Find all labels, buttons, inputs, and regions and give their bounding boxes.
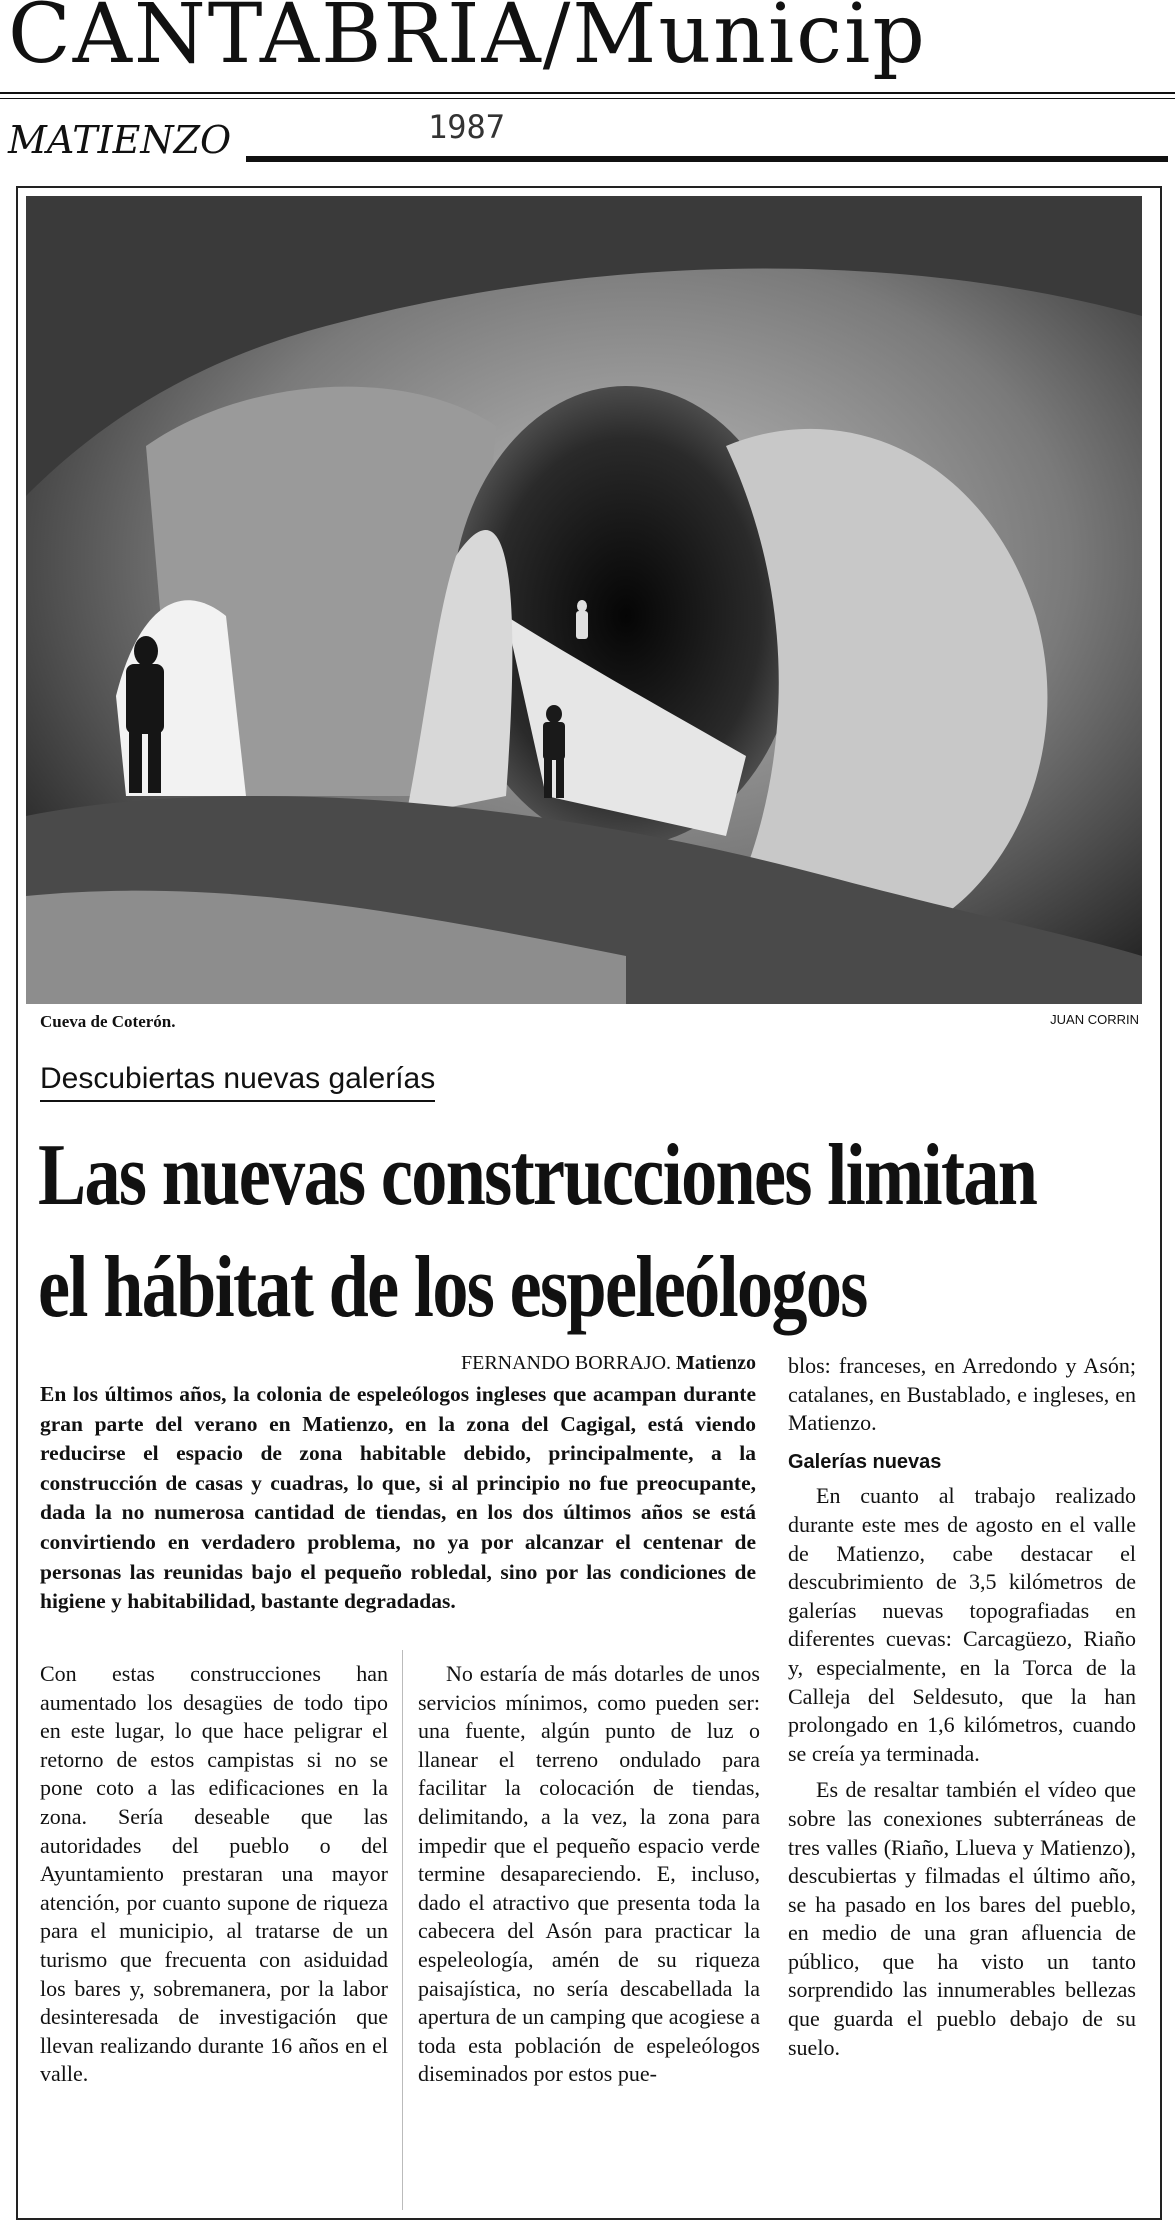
article-kicker: Descubiertas nuevas galerías	[40, 1062, 435, 1102]
byline-place: Matienzo	[676, 1352, 756, 1374]
person-distant	[576, 600, 588, 639]
masthead-title: CANTABRIA/Municip	[8, 0, 927, 82]
column-3-paragraph-2: Es de resaltar también el vídeo que sobre las conexiones subterráneas de tres valles (Riaño, Llueva y Matienzo), descubiertas y filmadas el último año, se ha pasado en los bares del pueblo, en medio de una gran afluencia de público, que ha visto un tanto sorprendido las innumerables bellezas que guarda el pueblo debajo de su suelo.	[788, 1777, 1136, 2060]
article-column-3	[788, 1352, 1136, 2062]
headline	[38, 1120, 1153, 1344]
byline	[40, 1352, 756, 1375]
byline-name: FERNANDO BORRAJO.	[460, 1352, 672, 1374]
article-column-2	[418, 1660, 760, 2089]
article-lede: En los últimos años, la colonia de espeleólogos ingleses que acampan durante gran parte del verano en Matienzo, en la zona del Cagigal, está viendo reducirse el espacio de zona habitable debido, principalmente, a la construcción de casas y cuadras, lo que, si al principio no fue preocupante, dada la no numerosa cantidad de tiendas, en los dos últimos años se está convirtiendo en verdadero problema, no ya por alcanzar el centenar de personas las reunidas bajo el pequeño robledal, sino por las condiciones de higiene y habitabilidad, bastante degradadas.	[40, 1382, 756, 1614]
column-3-intro: blos: franceses, en Arredondo y Asón; catalanes, en Bustablado, e ingleses, en Matienzo.	[788, 1353, 1136, 1436]
column-1-paragraph: Con estas construcciones han aumentado los desagües de todo tipo en este lugar, lo que hace peligrar el retorno de estos campistas si no se pone coto a las edificaciones en la zona. Sería deseable que las autoridades del pueblo o del Ayuntamiento prestaran una mayor atención, por cuanto supone de riqueza para el municipio, al tratarse de un turismo que frecuenta con asiduidad los bares y, sobremanera, por la labor desinteresada de investigación que llevan realizando durante 16 años en el valle.	[40, 1661, 388, 2087]
headline-line-2: el hábitat de los espeleólogos	[38, 1239, 867, 1336]
section-header	[8, 108, 1168, 162]
column-3-paragraph-1: En cuanto al trabajo realizado durante este mes de agosto en el valle de Matienzo, cabe destacar el descubrimiento de 3,5 kilómetros de galerías nuevas topografiadas en diferentes cuevas: Carcagüezo, Riaño y, especialmente, en la Torca de la Calleja del Seldesuto, que la han prolongado en 1,6 kilómetros, cuando se creía ya terminada.	[788, 1483, 1136, 1766]
column-divider	[402, 1650, 403, 2210]
column-2-paragraph: No estaría de más dotarles de unos servicios mínimos, como pueden ser: una fuente, algún punto de luz o llanear el terreno ondulado para facilitar la colocación de tiendas, delimitando, a la vez, la zona para impedir que el pequeño espacio verde termine desapareciendo. E, incluso, dado el atractivo que presenta toda la cabecera del Asón para practicar la espeleología, amén de su riqueza paisajística, no sería descabellada la apertura de un camping que acogiese a toda esta población de espeleólogos diseminados por estos pue-	[418, 1661, 760, 2087]
column-3-subhead: Galerías nuevas	[788, 1450, 942, 1473]
masthead-rule	[0, 92, 1175, 94]
cave-illustration	[26, 196, 1142, 1004]
section-name: MATIENZO	[8, 118, 232, 162]
headline-line-1: Las nuevas construcciones limitan	[38, 1127, 1037, 1224]
cave-photo	[26, 196, 1142, 1004]
handwritten-year: 1987	[428, 108, 506, 146]
photo-caption: Cueva de Coterón.	[40, 1012, 176, 1031]
article-column-1	[40, 1660, 388, 2089]
section-bar	[246, 156, 1168, 162]
photo-credit: JUAN CORRIN	[1050, 1012, 1139, 1027]
masthead-rule-thin	[0, 98, 1175, 99]
